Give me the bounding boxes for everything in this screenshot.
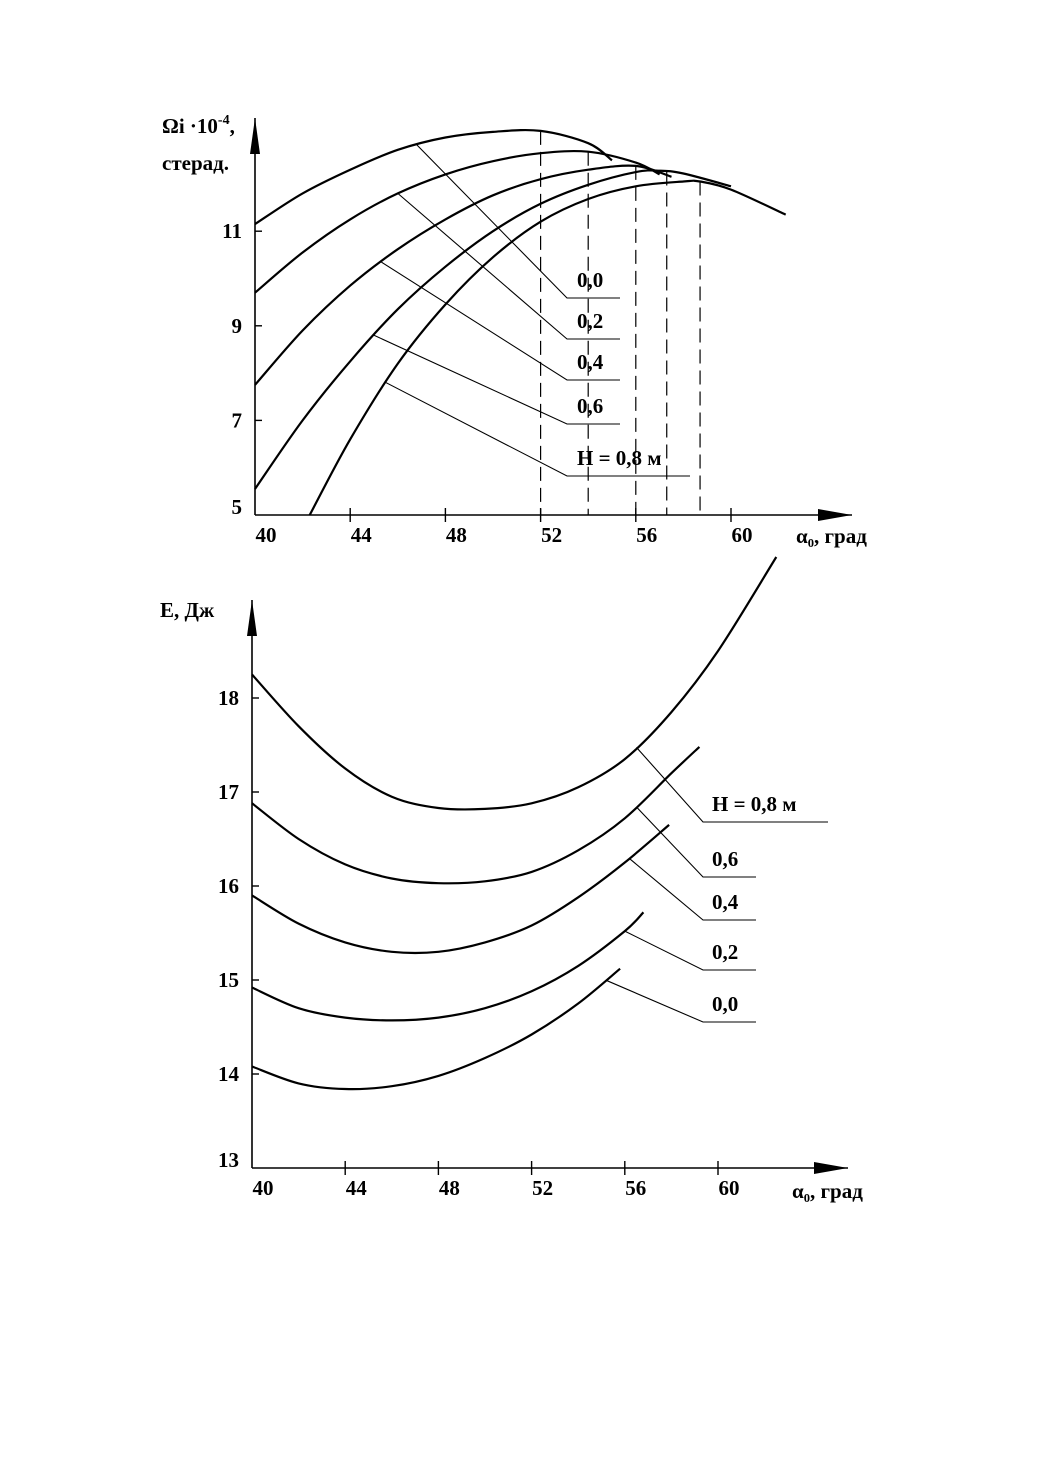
omega-curve-0-0 — [255, 130, 612, 224]
energy-series-label-h-0-8-м: H = 0,8 м — [712, 792, 797, 816]
omega-series-label-0-2: 0,2 — [577, 309, 604, 333]
omega-series-label-0-6: 0,6 — [577, 394, 604, 418]
energy-xlabel: α₀, град — [792, 1179, 863, 1203]
omega-curve-0-4 — [255, 166, 672, 385]
energy-y-tick-label: 17 — [218, 780, 239, 804]
chart-energy-curves — [252, 557, 776, 1089]
energy-series-label-0-0: 0,0 — [712, 992, 739, 1016]
energy-curve-h-0-8-м — [252, 557, 776, 810]
omega-series-label-0-4: 0,4 — [577, 350, 604, 374]
energy-curve-0-4 — [252, 825, 669, 953]
omega-x-arrow — [818, 509, 852, 521]
omega-x-tick-label: 48 — [445, 523, 467, 547]
energy-x-arrow — [814, 1162, 848, 1174]
energy-x-tick-label: 52 — [532, 1176, 554, 1200]
chart-omega-curves — [255, 130, 786, 515]
omega-y-tick-label: 9 — [231, 313, 242, 338]
omega-x-tick-label: 60 — [731, 523, 753, 547]
energy-x-tick-label: 44 — [345, 1176, 367, 1200]
energy-x-tick-label: 48 — [438, 1176, 460, 1200]
chart-energy-leaders — [606, 747, 828, 1022]
energy-y-tick-label: 13 — [218, 1148, 239, 1172]
omega-ylabel-unit: стерад. — [162, 151, 230, 175]
energy-y-tick-label: 18 — [218, 686, 239, 710]
energy-series-label-0-2: 0,2 — [712, 940, 739, 964]
omega-x-tick-label: 40 — [255, 523, 277, 547]
energy-y-tick-label: 16 — [218, 874, 239, 898]
omega-ylabel: $\Omega i \cdot 10^{-4}$, — [162, 113, 235, 138]
omega-xlabel: α₀, град — [796, 524, 867, 548]
chart-energy — [160, 557, 863, 1203]
energy-series-label-0-4: 0,4 — [712, 890, 739, 914]
omega-y-tick-label: 7 — [231, 408, 242, 433]
omega-y-tick-label: 5 — [231, 495, 242, 519]
omega-x-tick-label: 56 — [636, 523, 658, 547]
omega-series-label-0-0: 0,0 — [577, 268, 604, 292]
omega-curve-h-0-8-м — [310, 181, 786, 515]
omega-y-tick-label: 11 — [222, 219, 242, 244]
chart-omega-leaders — [374, 145, 690, 476]
omega-curve-0-6 — [255, 170, 731, 489]
energy-ylabel: E, Дж — [160, 598, 215, 622]
energy-y-tick-label: 14 — [218, 1062, 239, 1086]
energy-x-tick-label: 60 — [718, 1176, 740, 1200]
omega-series-label-h-0-8-м: H = 0,8 м — [577, 446, 662, 470]
energy-x-tick-label: 40 — [252, 1176, 274, 1200]
energy-y-tick-label: 15 — [218, 968, 239, 992]
energy-y-arrow — [247, 600, 257, 636]
chart-omega — [162, 113, 867, 548]
omega-y-arrow — [250, 118, 260, 154]
energy-x-tick-label: 56 — [625, 1176, 647, 1200]
omega-x-tick-label: 52 — [541, 523, 563, 547]
omega-x-tick-label: 44 — [350, 523, 372, 547]
energy-curve-0-0 — [252, 969, 620, 1089]
energy-series-label-0-6: 0,6 — [712, 847, 739, 871]
chart-omega-axes — [250, 118, 852, 522]
energy-curve-0-6 — [252, 747, 699, 883]
chart-omega-text — [162, 113, 867, 548]
